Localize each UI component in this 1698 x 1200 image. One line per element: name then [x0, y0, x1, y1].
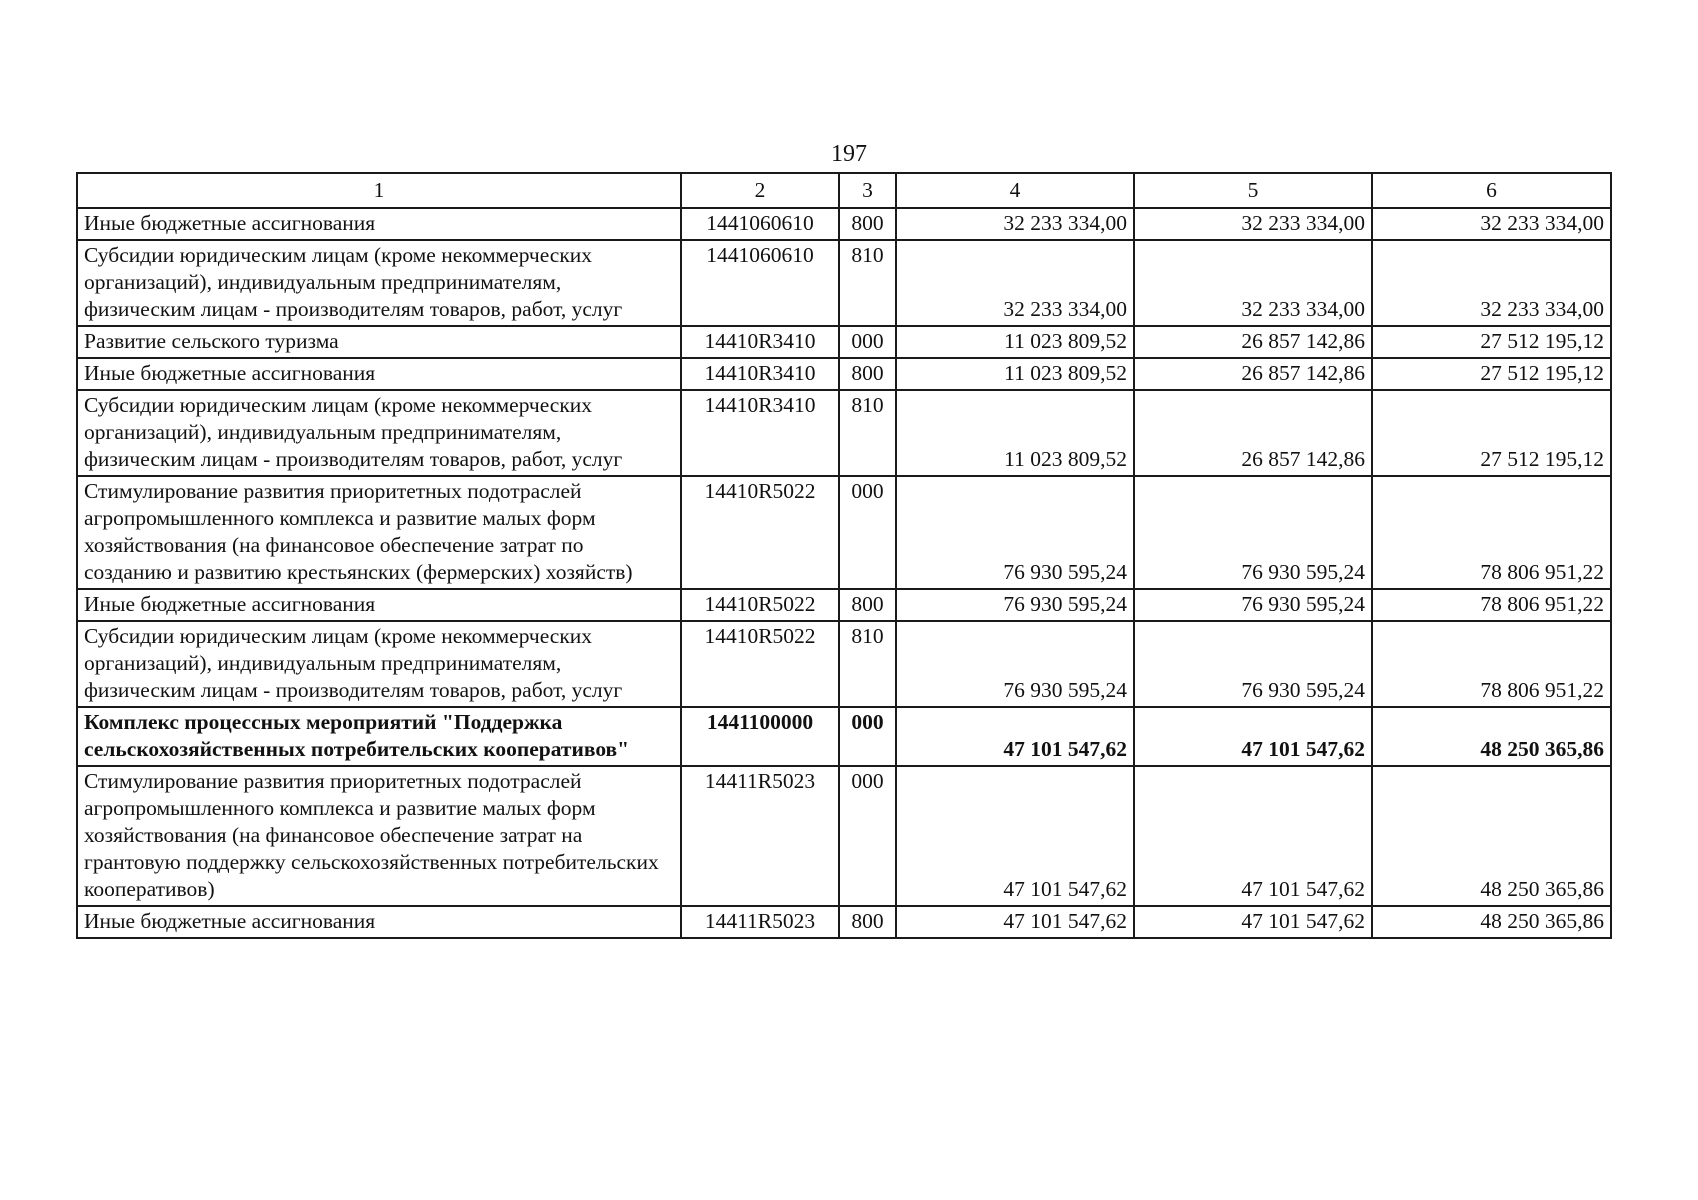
- row-amount-4-cell: 76 930 595,24: [896, 621, 1134, 707]
- header-cell-3: 3: [839, 173, 896, 208]
- row-amount-5-cell: 26 857 142,86: [1134, 390, 1372, 476]
- row-type-cell: 810: [839, 390, 896, 476]
- row-amount-6-cell: 78 806 951,22: [1372, 589, 1611, 621]
- row-amount-6-cell: 48 250 365,86: [1372, 707, 1611, 766]
- row-type-cell: 810: [839, 240, 896, 326]
- row-amount-4-cell: 47 101 547,62: [896, 707, 1134, 766]
- row-name-cell: Субсидии юридическим лицам (кроме некоммерческих организаций), индивидуальным предпринимателям, физическим лицам - производителям товаров, работ, услуг: [77, 621, 681, 707]
- table-body: [77, 173, 1611, 938]
- table-row: [77, 766, 1611, 906]
- table-row: [77, 326, 1611, 358]
- row-amount-4-cell: 47 101 547,62: [896, 766, 1134, 906]
- table-row: [77, 476, 1611, 589]
- table-row: [77, 707, 1611, 766]
- row-name-cell: Субсидии юридическим лицам (кроме некоммерческих организаций), индивидуальным предпринимателям, физическим лицам - производителям товаров, работ, услуг: [77, 240, 681, 326]
- row-amount-5-cell: 32 233 334,00: [1134, 240, 1372, 326]
- row-amount-4-cell: 76 930 595,24: [896, 589, 1134, 621]
- row-amount-4-cell: 11 023 809,52: [896, 326, 1134, 358]
- header-cell-2: 2: [681, 173, 839, 208]
- row-amount-6-cell: 78 806 951,22: [1372, 476, 1611, 589]
- row-code-cell: 14410R5022: [681, 589, 839, 621]
- row-name-cell: Стимулирование развития приоритетных подотраслей агропромышленного комплекса и развитие малых форм хозяйствования (на финансовое обеспечение затрат на грантовую поддержку сельскохозяйственных потребительских кооперативов): [77, 766, 681, 906]
- row-amount-6-cell: 32 233 334,00: [1372, 208, 1611, 240]
- table-header-row: [77, 173, 1611, 208]
- row-type-cell: 800: [839, 208, 896, 240]
- row-amount-4-cell: 32 233 334,00: [896, 208, 1134, 240]
- row-name-cell: Иные бюджетные ассигнования: [77, 906, 681, 938]
- row-code-cell: 14410R3410: [681, 326, 839, 358]
- row-name-cell: Иные бюджетные ассигнования: [77, 208, 681, 240]
- page-number: 197: [831, 141, 867, 167]
- row-amount-4-cell: 11 023 809,52: [896, 358, 1134, 390]
- table-row: [77, 906, 1611, 938]
- row-name-cell: Иные бюджетные ассигнования: [77, 589, 681, 621]
- row-name-cell: Комплекс процессных мероприятий "Поддержка сельскохозяйственных потребительских кооперативов": [77, 707, 681, 766]
- row-type-cell: 810: [839, 621, 896, 707]
- row-code-cell: 14410R5022: [681, 476, 839, 589]
- table-row: [77, 621, 1611, 707]
- row-amount-5-cell: 47 101 547,62: [1134, 766, 1372, 906]
- header-cell-1: 1: [77, 173, 681, 208]
- row-type-cell: 800: [839, 906, 896, 938]
- budget-table: [76, 172, 1612, 939]
- table-row: [77, 208, 1611, 240]
- row-type-cell: 000: [839, 766, 896, 906]
- header-cell-6: 6: [1372, 173, 1611, 208]
- row-amount-4-cell: 76 930 595,24: [896, 476, 1134, 589]
- row-type-cell: 000: [839, 476, 896, 589]
- row-type-cell: 800: [839, 589, 896, 621]
- table-row: [77, 390, 1611, 476]
- row-amount-5-cell: 47 101 547,62: [1134, 906, 1372, 938]
- row-amount-6-cell: 78 806 951,22: [1372, 621, 1611, 707]
- row-amount-5-cell: 47 101 547,62: [1134, 707, 1372, 766]
- row-code-cell: 1441060610: [681, 240, 839, 326]
- row-code-cell: 14410R3410: [681, 390, 839, 476]
- row-amount-6-cell: 32 233 334,00: [1372, 240, 1611, 326]
- table-row: [77, 240, 1611, 326]
- row-code-cell: 14411R5023: [681, 766, 839, 906]
- row-amount-5-cell: 32 233 334,00: [1134, 208, 1372, 240]
- row-code-cell: 14410R5022: [681, 621, 839, 707]
- row-code-cell: 14410R3410: [681, 358, 839, 390]
- header-cell-5: 5: [1134, 173, 1372, 208]
- row-code-cell: 1441100000: [681, 707, 839, 766]
- row-amount-4-cell: 47 101 547,62: [896, 906, 1134, 938]
- row-name-cell: Субсидии юридическим лицам (кроме некоммерческих организаций), индивидуальным предпринимателям, физическим лицам - производителям товаров, работ, услуг: [77, 390, 681, 476]
- row-name-cell: Стимулирование развития приоритетных подотраслей агропромышленного комплекса и развитие малых форм хозяйствования (на финансовое обеспечение затрат по созданию и развитию крестьянских (фермерских) хозяйств): [77, 476, 681, 589]
- row-code-cell: 14411R5023: [681, 906, 839, 938]
- row-amount-4-cell: 32 233 334,00: [896, 240, 1134, 326]
- row-amount-6-cell: 27 512 195,12: [1372, 358, 1611, 390]
- header-cell-4: 4: [896, 173, 1134, 208]
- row-amount-6-cell: 27 512 195,12: [1372, 390, 1611, 476]
- row-amount-5-cell: 26 857 142,86: [1134, 358, 1372, 390]
- row-amount-4-cell: 11 023 809,52: [896, 390, 1134, 476]
- row-amount-5-cell: 76 930 595,24: [1134, 476, 1372, 589]
- row-type-cell: 800: [839, 358, 896, 390]
- row-amount-6-cell: 48 250 365,86: [1372, 766, 1611, 906]
- row-type-cell: 000: [839, 707, 896, 766]
- table-row: [77, 358, 1611, 390]
- row-type-cell: 000: [839, 326, 896, 358]
- row-amount-5-cell: 76 930 595,24: [1134, 589, 1372, 621]
- row-amount-6-cell: 27 512 195,12: [1372, 326, 1611, 358]
- row-amount-6-cell: 48 250 365,86: [1372, 906, 1611, 938]
- table-row: [77, 589, 1611, 621]
- row-code-cell: 1441060610: [681, 208, 839, 240]
- row-name-cell: Развитие сельского туризма: [77, 326, 681, 358]
- row-amount-5-cell: 76 930 595,24: [1134, 621, 1372, 707]
- row-name-cell: Иные бюджетные ассигнования: [77, 358, 681, 390]
- row-amount-5-cell: 26 857 142,86: [1134, 326, 1372, 358]
